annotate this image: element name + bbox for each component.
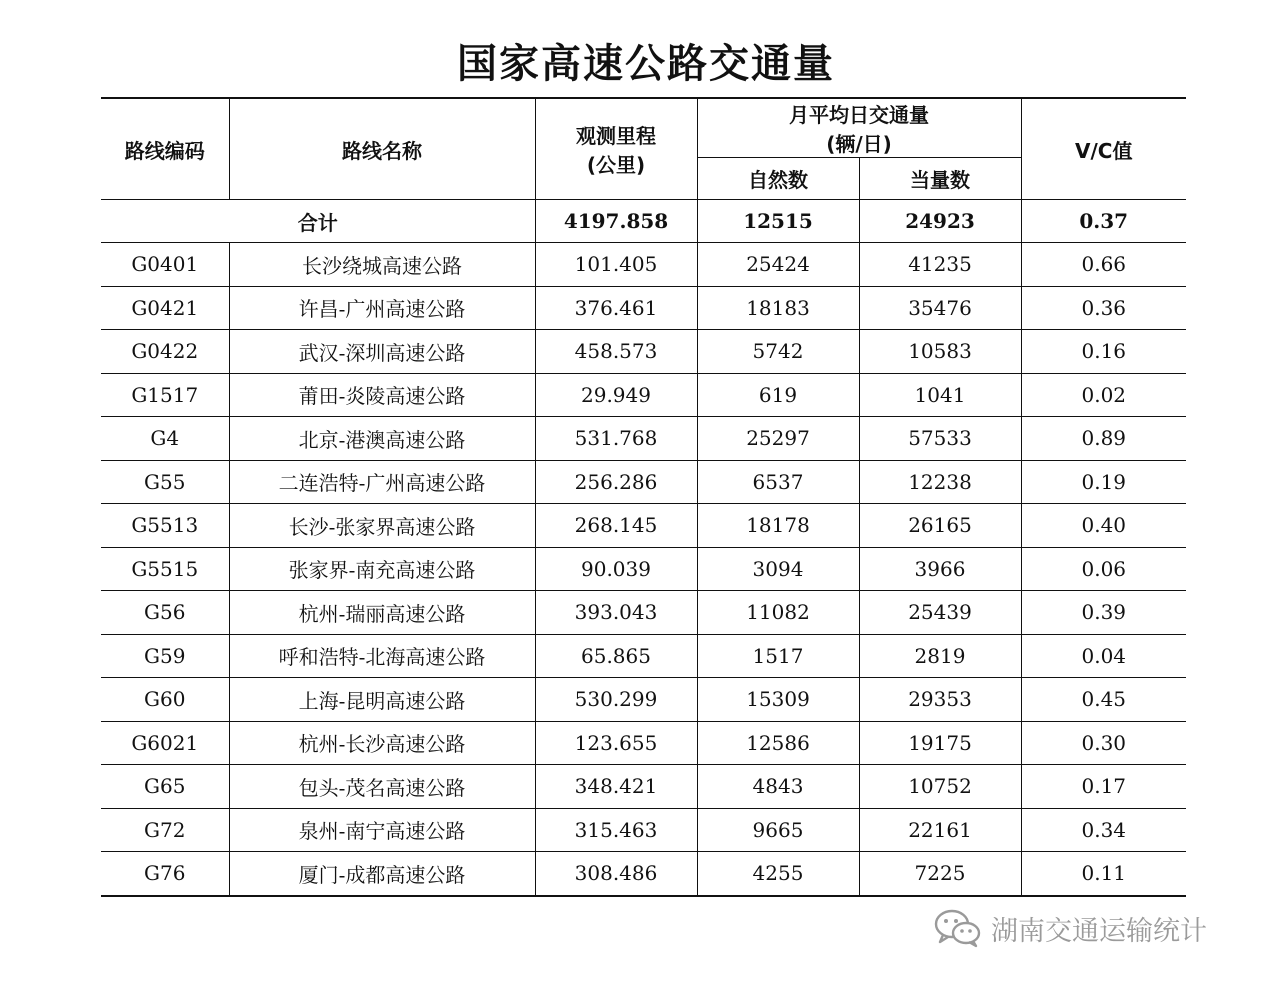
cell-natural: 6537 [697, 460, 859, 504]
cell-name: 二连浩特-广州高速公路 [229, 460, 535, 504]
header-mileage-line2: (公里) [586, 153, 646, 177]
table-row [101, 243, 1186, 287]
cell-natural: 15309 [697, 678, 859, 722]
total-mileage: 4197.858 [535, 200, 697, 243]
cell-equivalent: 22161 [859, 808, 1021, 852]
cell-vc: 0.19 [1021, 460, 1186, 504]
total-equivalent: 24923 [859, 200, 1021, 243]
cell-natural: 9665 [697, 808, 859, 852]
cell-name: 杭州-瑞丽高速公路 [229, 591, 535, 635]
cell-mileage: 348.421 [535, 765, 697, 809]
cell-name: 许昌-广州高速公路 [229, 286, 535, 330]
total-vc: 0.37 [1021, 200, 1186, 243]
cell-equivalent: 41235 [859, 243, 1021, 287]
cell-natural: 4255 [697, 852, 859, 896]
cell-code: G65 [101, 765, 229, 809]
cell-equivalent: 10583 [859, 330, 1021, 374]
header-traffic-line1: 月平均日交通量 [789, 103, 929, 127]
cell-vc: 0.02 [1021, 373, 1186, 417]
cell-mileage: 308.486 [535, 852, 697, 896]
cell-equivalent: 25439 [859, 591, 1021, 635]
table-row [101, 330, 1186, 374]
cell-equivalent: 29353 [859, 678, 1021, 722]
table-row [101, 286, 1186, 330]
header-mileage [535, 98, 697, 200]
cell-natural: 4843 [697, 765, 859, 809]
table-row [101, 765, 1186, 809]
watermark [933, 908, 1207, 948]
cell-mileage: 256.286 [535, 460, 697, 504]
cell-natural: 25297 [697, 417, 859, 461]
cell-equivalent: 2819 [859, 634, 1021, 678]
cell-natural: 619 [697, 373, 859, 417]
cell-mileage: 393.043 [535, 591, 697, 635]
header-name: 路线名称 [229, 98, 535, 200]
table-row [101, 678, 1186, 722]
cell-equivalent: 26165 [859, 504, 1021, 548]
cell-mileage: 90.039 [535, 547, 697, 591]
cell-equivalent: 1041 [859, 373, 1021, 417]
table-row [101, 417, 1186, 461]
cell-equivalent: 35476 [859, 286, 1021, 330]
cell-mileage: 315.463 [535, 808, 697, 852]
cell-natural: 5742 [697, 330, 859, 374]
cell-equivalent: 57533 [859, 417, 1021, 461]
cell-code: G0401 [101, 243, 229, 287]
cell-name: 北京-港澳高速公路 [229, 417, 535, 461]
cell-equivalent: 3966 [859, 547, 1021, 591]
total-label: 合计 [101, 200, 535, 243]
table-row [101, 504, 1186, 548]
cell-name: 厦门-成都高速公路 [229, 852, 535, 896]
cell-natural: 11082 [697, 591, 859, 635]
cell-natural: 1517 [697, 634, 859, 678]
cell-natural: 18178 [697, 504, 859, 548]
cell-mileage: 530.299 [535, 678, 697, 722]
header-traffic-line2: (辆/日) [826, 132, 892, 156]
cell-equivalent: 12238 [859, 460, 1021, 504]
cell-code: G6021 [101, 721, 229, 765]
cell-natural: 18183 [697, 286, 859, 330]
cell-mileage: 101.405 [535, 243, 697, 287]
cell-name: 莆田-炎陵高速公路 [229, 373, 535, 417]
table-row [101, 808, 1186, 852]
table-row [101, 373, 1186, 417]
header-equivalent: 当量数 [859, 158, 1021, 200]
cell-name: 泉州-南宁高速公路 [229, 808, 535, 852]
cell-vc: 0.40 [1021, 504, 1186, 548]
cell-vc: 0.66 [1021, 243, 1186, 287]
cell-vc: 0.17 [1021, 765, 1186, 809]
cell-code: G1517 [101, 373, 229, 417]
cell-mileage: 376.461 [535, 286, 697, 330]
cell-equivalent: 10752 [859, 765, 1021, 809]
table-row [101, 460, 1186, 504]
cell-mileage: 65.865 [535, 634, 697, 678]
cell-natural: 3094 [697, 547, 859, 591]
cell-vc: 0.04 [1021, 634, 1186, 678]
cell-code: G0421 [101, 286, 229, 330]
cell-vc: 0.45 [1021, 678, 1186, 722]
table-row [101, 721, 1186, 765]
total-row [101, 200, 1186, 243]
cell-mileage: 29.949 [535, 373, 697, 417]
cell-name: 杭州-长沙高速公路 [229, 721, 535, 765]
total-natural: 12515 [697, 200, 859, 243]
table-row [101, 852, 1186, 896]
cell-name: 包头-茂名高速公路 [229, 765, 535, 809]
cell-equivalent: 19175 [859, 721, 1021, 765]
cell-code: G72 [101, 808, 229, 852]
cell-mileage: 123.655 [535, 721, 697, 765]
header-natural: 自然数 [697, 158, 859, 200]
cell-name: 长沙绕城高速公路 [229, 243, 535, 287]
cell-natural: 12586 [697, 721, 859, 765]
cell-code: G0422 [101, 330, 229, 374]
cell-vc: 0.16 [1021, 330, 1186, 374]
cell-code: G59 [101, 634, 229, 678]
table-row [101, 591, 1186, 635]
cell-code: G60 [101, 678, 229, 722]
cell-equivalent: 7225 [859, 852, 1021, 896]
header-code: 路线编码 [101, 98, 229, 200]
cell-vc: 0.30 [1021, 721, 1186, 765]
cell-natural: 25424 [697, 243, 859, 287]
cell-vc: 0.89 [1021, 417, 1186, 461]
cell-mileage: 458.573 [535, 330, 697, 374]
header-vc: V/C值 [1021, 98, 1186, 200]
cell-mileage: 531.768 [535, 417, 697, 461]
page-title: 国家高速公路交通量 [457, 41, 835, 87]
table-row [101, 547, 1186, 591]
cell-code: G55 [101, 460, 229, 504]
traffic-table [101, 97, 1186, 897]
header-traffic [697, 98, 1021, 158]
cell-vc: 0.06 [1021, 547, 1186, 591]
header-mileage-line1: 观测里程 [576, 124, 656, 148]
cell-name: 呼和浩特-北海高速公路 [229, 634, 535, 678]
cell-code: G76 [101, 852, 229, 896]
cell-vc: 0.34 [1021, 808, 1186, 852]
cell-name: 武汉-深圳高速公路 [229, 330, 535, 374]
cell-vc: 0.11 [1021, 852, 1186, 896]
cell-vc: 0.36 [1021, 286, 1186, 330]
cell-name: 张家界-南充高速公路 [229, 547, 535, 591]
cell-name: 上海-昆明高速公路 [229, 678, 535, 722]
watermark-text: 湖南交通运输统计 [991, 915, 1207, 947]
cell-code: G56 [101, 591, 229, 635]
cell-code: G4 [101, 417, 229, 461]
cell-code: G5513 [101, 504, 229, 548]
table-row [101, 634, 1186, 678]
wechat-icon [933, 908, 983, 948]
cell-mileage: 268.145 [535, 504, 697, 548]
cell-vc: 0.39 [1021, 591, 1186, 635]
cell-code: G5515 [101, 547, 229, 591]
cell-name: 长沙-张家界高速公路 [229, 504, 535, 548]
